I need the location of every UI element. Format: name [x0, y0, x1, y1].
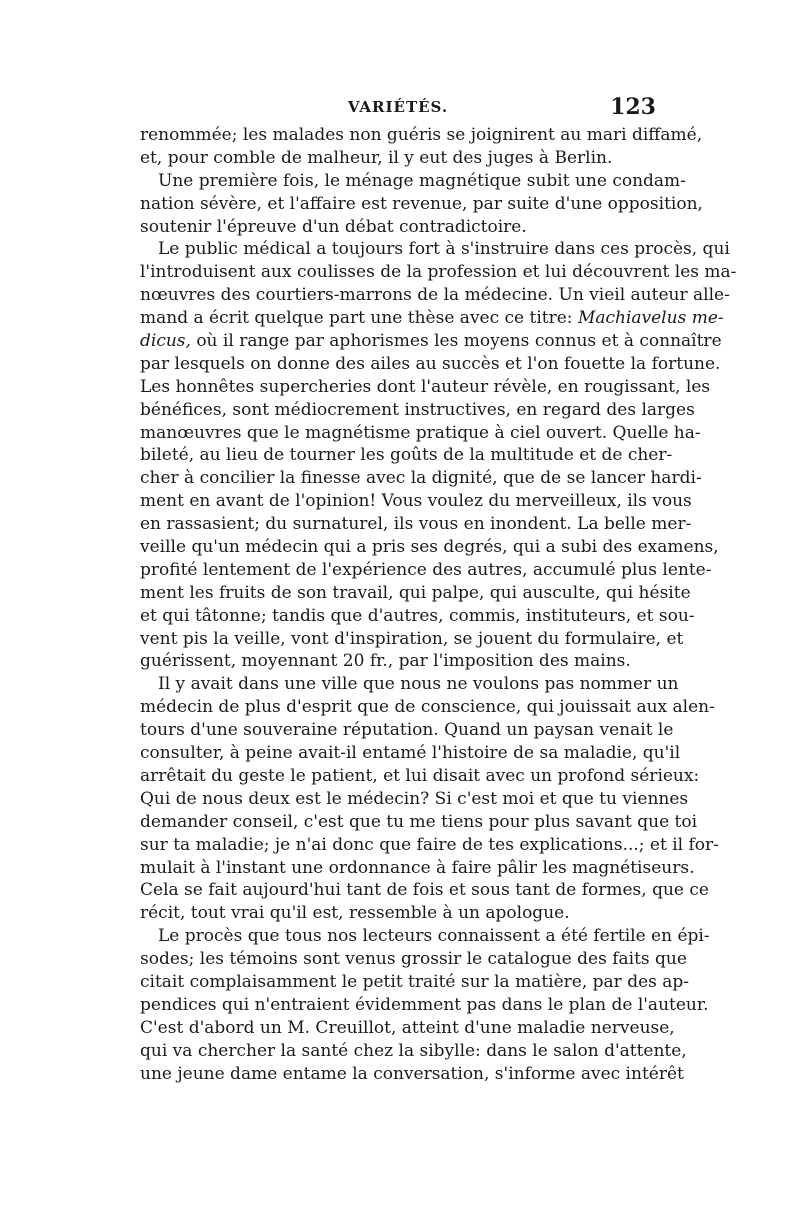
running-title: VARIÉTÉS. [347, 98, 449, 116]
text-line: ment en avant de l'opinion! Vous voulez du merveilleux, ils vous [140, 491, 692, 512]
text-segment: mand a écrit quelque part une thèse avec ce titre: [140, 308, 578, 329]
body-text [140, 124, 737, 1085]
text-line: mulait à l'instant une ordonnance à faire pâlir les magnétiseurs. [140, 857, 695, 878]
text-line: bileté, au lieu de tourner les goûts de la multitude et de cher- [140, 445, 673, 466]
text-line: vent pis la veille, vont d'inspiration, se jouent du formulaire, et [140, 628, 684, 649]
italic-title: Machiavelus me- [577, 308, 724, 329]
text-line: nation sévère, et l'affaire est revenue, par suite d'une opposition, [140, 193, 703, 214]
text-line: manœuvres que le magnétisme pratique à ciel ouvert. Quelle ha- [140, 422, 701, 443]
text-line: pendices qui n'entraient évidemment pas dans le plan de l'auteur. [140, 994, 709, 1015]
paragraph-start-line: Le procès que tous nos lecteurs connaissent a été fertile en épi- [158, 926, 710, 947]
text-segment: où il range par aphorismes les moyens connus et à connaître [190, 331, 722, 352]
text-line: l'introduisent aux coulisses de la profession et lui découvrent les ma- [140, 262, 737, 283]
text-line: par lesquels on donne des ailes au succès et l'on fouette la fortune. [140, 353, 721, 374]
text-line: tours d'une souveraine réputation. Quand un paysan venait le [140, 720, 674, 741]
text-line: consulter, à peine avait-il entamé l'histoire de sa maladie, qu'il [140, 743, 681, 764]
text-line: sur ta maladie; je n'ai donc que faire de tes explications...; et il for- [140, 834, 719, 855]
text-line: Les honnêtes supercheries dont l'auteur révèle, en rougissant, les [140, 376, 711, 397]
text-line: ment les fruits de son travail, qui palpe, qui ausculte, qui hésite [140, 582, 691, 603]
text-line: Qui de nous deux est le médecin? Si c'est moi et que tu viennes [140, 788, 689, 809]
text-line: C'est d'abord un M. Creuillot, atteint d'une maladie nerveuse, [140, 1017, 675, 1038]
text-line: soutenir l'épreuve d'un débat contradictoire. [140, 216, 527, 237]
page-number: 123 [610, 94, 656, 120]
text-line: bénéfices, sont médiocrement instructives, en regard des larges [140, 399, 695, 420]
text-line: profité lentement de l'expérience des autres, accumulé plus lente- [140, 559, 712, 580]
text-line: veille qu'un médecin qui a pris ses degrés, qui a subi des examens, [140, 537, 719, 558]
paragraph-start-line: Une première fois, le ménage magnétique subit une condam- [158, 170, 686, 191]
text-line: en rassasient; du surnaturel, ils vous en inondent. La belle mer- [140, 514, 692, 535]
text-line: récit, tout vrai qu'il est, ressemble à un apologue. [140, 903, 570, 924]
text-line: citait complaisamment le petit traité sur la matière, par des ap- [140, 971, 690, 992]
text-line: et, pour comble de malheur, il y eut des juges à Berlin. [140, 147, 613, 168]
text-line [140, 330, 722, 353]
text-line: arrêtait du geste le patient, et lui disait avec un profond sérieux: [140, 765, 700, 786]
text-line [140, 307, 724, 330]
paragraph-start-line: Le public médical a toujours fort à s'instruire dans ces procès, qui [158, 239, 730, 260]
text-line: une jeune dame entame la conversation, s'informe avec intérêt [140, 1063, 684, 1084]
italic-title: dicus, [140, 331, 191, 352]
text-line: qui va chercher la santé chez la sibylle: dans le salon d'attente, [140, 1040, 687, 1061]
running-header [140, 96, 656, 122]
paragraph-start-line: Il y avait dans une ville que nous ne voulons pas nommer un [158, 674, 679, 695]
text-line: sodes; les témoins sont venus grossir le catalogue des faits que [140, 949, 687, 970]
text-line: Cela se fait aujourd'hui tant de fois et sous tant de formes, que ce [140, 880, 709, 901]
text-line: médecin de plus d'esprit que de conscience, qui jouissait aux alen- [140, 697, 715, 718]
text-line: guérissent, moyennant 20 fr., par l'imposition des mains. [140, 651, 631, 672]
text-line: renommée; les malades non guéris se joignirent au mari diffamé, [140, 125, 703, 145]
text-line: demander conseil, c'est que tu me tiens pour plus savant que toi [140, 811, 698, 832]
text-line: et qui tâtonne; tandis que d'autres, commis, instituteurs, et sou- [140, 605, 695, 626]
text-line: nœuvres des courtiers-marrons de la médecine. Un vieil auteur alle- [140, 285, 730, 306]
text-line: cher à concilier la finesse avec la dignité, que de se lancer hardi- [140, 468, 702, 489]
